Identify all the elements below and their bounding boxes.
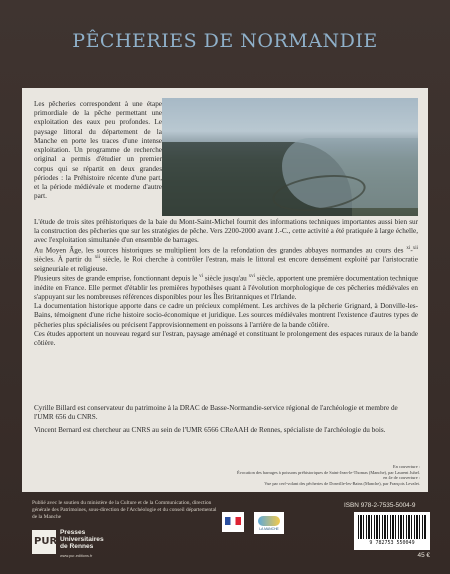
barcode-bars: [358, 515, 426, 539]
sponsor-logos: [222, 512, 292, 536]
intro-text: Les pêcheries correspondent à une étape primordiale de la pêche permettant une exploitation des eaux peu profondes. Le paysage littoral du département de la Manche en porte les traces d'une intense exploitation. Un programme de recherche original a permis d'étudier un premier corpus qui se répartit en deux grandes périodes : la Préhistoire récente d'une part, et la période médiévale et moderne d'autre part.: [34, 100, 162, 201]
paragraph-documentation: La documentation historique apporte dans ce cadre un précieux complément. Les archives de la pêcherie Grignard, à Donville-les-Bains, témoignent d'une riche histoire socio-économique et juridique. Les sources médiévales montrent l'existence d'autres types de pêcheries plus spécialisées ou précisent l'approvisionnement en poissons à l'arrière de la bande côtière.: [34, 302, 418, 329]
author-bio-billard: Cyrille Billard est conservateur du patrimoine à la DRAC de Basse-Normandie-service régional de l'archéologie et membre de l'UMR 656 du CNRS.: [34, 404, 398, 422]
publisher-url: www.pur-editions.fr: [60, 554, 93, 558]
author-bios: [34, 404, 418, 440]
ministry-logo: [222, 512, 244, 532]
cover-credits: En couverture : Évocation des barrages à poissons préhistoriques de Saint-Jean-le-Thomas (Manche), par Laurent Juhel. en 4e de couverture : Vue par cerf-volant des pêcheries de Donville-les-Bains (Manche), par François Levalet.: [236, 464, 420, 487]
publisher-logo: [32, 530, 150, 562]
paragraph-conclusion: Ces études apportent un nouveau regard sur l'estran, paysage aménagé et constituant le prolongement des espaces ruraux de la bande côtière.: [34, 329, 418, 348]
paragraph-middle-ages: Au Moyen Âge, les sources historiques se multiplient lors de la refondation des grandes abbayes normandes au cours des $^{xi}$-$^{xii}$ siècles. À partir du $^{xii}$ siècle, le Roi cherche à contrôler l'estran, mais le littoral est encore densément exploité par l'aristocratie seigneuriale et religieuse.: [34, 245, 418, 273]
isbn: ISBN 978-2-7535-5004-9: [344, 502, 416, 509]
author-bio-bernard: Vincent Bernard est chercheur au CNRS au sein de l'UMR 6566 CReAAH de Rennes, spécialiste de l'archéologie du bois.: [34, 426, 386, 435]
paragraph-prehistory: L'étude de trois sites préhistoriques de la baie du Mont-Saint-Michel fournit des informations techniques importantes aussi bien sur la construction des pêcheries que sur les stratégies de pêche. Vers 2200-2000 avant J.-C., cette activité a été pratiquée à large échelle, avec l'exploitation simultanée d'un ensemble de barrages.: [34, 218, 418, 245]
pur-mark-icon: PUR: [32, 530, 56, 554]
publisher-name: Presses Universitaires de Rennes: [60, 529, 104, 550]
aerial-photo: [162, 98, 418, 216]
book-title: PÊCHERIES DE NORMANDIE: [72, 30, 378, 52]
manche-logo: LA MANCHE: [254, 512, 284, 534]
price: 45 €: [417, 552, 430, 559]
barcode-digits: 9 782753 550049: [369, 540, 415, 546]
support-statement: Publié avec le soutien du ministère de la Culture et de la Communication, direction générale des Patrimoines, sous-direction de l'Archéologie et du conseil départemental de la Manche: [32, 500, 217, 521]
paragraph-sites: Plusieurs sites de grande emprise, fonctionnant depuis le $^{vi}$ siècle jusqu'au $^{xvi}$ siècle, apportent une première documentation technique inédite en France. Elle permet d'établir les premières hypothèses quant à l'évolution morphologique de ces pêcheries médiévales en s'appuyant sur les nombreuses références disponibles pour les Îles Britanniques et l'Irlande.: [34, 274, 418, 301]
text-panel: [22, 88, 428, 492]
body-text: [34, 218, 418, 348]
barcode: [354, 512, 430, 550]
